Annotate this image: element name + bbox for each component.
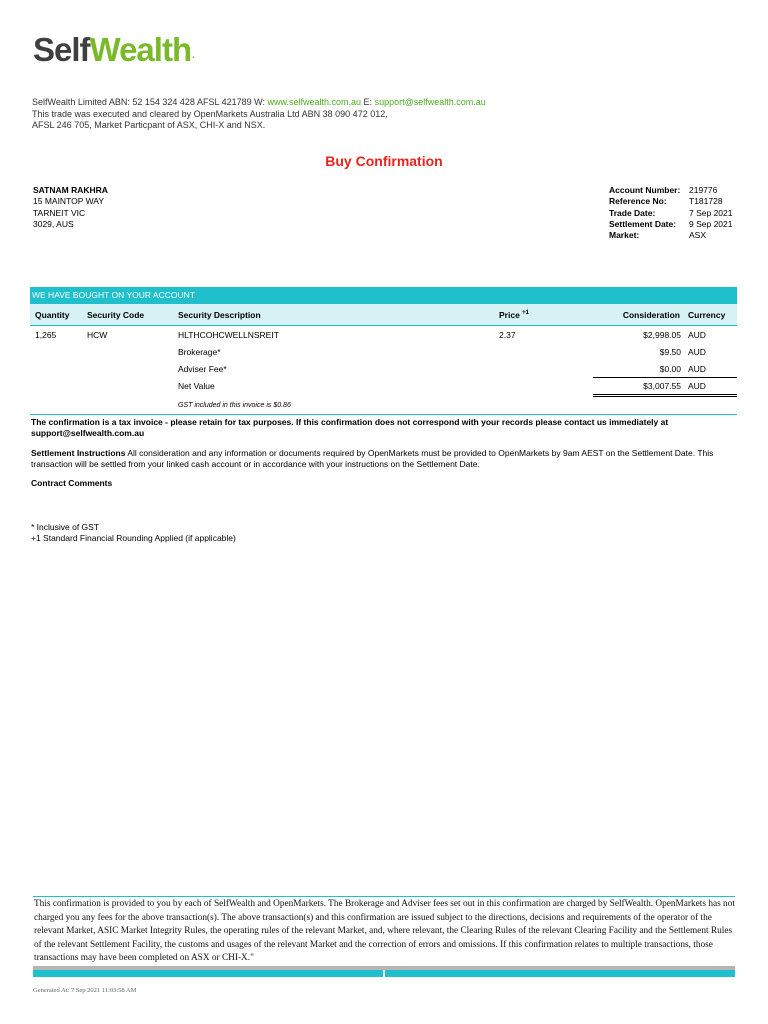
net-value-label: Net Value	[178, 381, 215, 391]
col-currency: Currency	[688, 310, 726, 320]
total-divider-1	[593, 394, 737, 395]
website-link[interactable]: www.selfwealth.com.au	[267, 97, 362, 107]
cell-price: 2.37	[499, 330, 516, 340]
company-line-3: AFSL 246 705, Market Particpant of ASX, CHI-X and NSX.	[32, 120, 266, 130]
col-security-description: Security Description	[178, 310, 261, 320]
client-address	[33, 185, 108, 230]
settlement-text: All consideration and any information or documents required by OpenMarkets must be provided to OpenMarkets by 9am AEST on the Settlement Date. This transaction will be settled from your linked cash account or in accordance with your instructions on the Settlement Date.	[31, 448, 714, 469]
address-line-1: 15 MAINTOP WAY	[33, 196, 105, 207]
fee-currency: AUD	[688, 364, 706, 374]
cell-consideration: $2,998.05	[643, 330, 681, 340]
fee-row-brokerage	[30, 344, 737, 361]
cell-code: HCW	[87, 330, 108, 340]
meta-label: Market:	[609, 230, 640, 241]
company-line-2: This trade was executed and cleared by OpenMarkets Australia Ltd ABN 38 090 472 012,	[32, 108, 388, 119]
meta-value: 219776	[689, 185, 718, 195]
table-header	[30, 304, 737, 326]
meta-row-market	[609, 230, 732, 241]
fee-currency: AUD	[688, 347, 706, 357]
col-price-sup: +1	[522, 310, 530, 317]
disclaimer-top-rule	[33, 896, 735, 897]
fee-row-net-value	[30, 378, 737, 395]
selfwealth-logo	[33, 30, 194, 76]
generated-timestamp: Generated At: 7 Sep 2021 11:03:58 AM	[33, 987, 137, 994]
meta-value: 9 Sep 2021	[689, 218, 733, 229]
meta-row-settlement-date	[609, 219, 732, 230]
email-link[interactable]: support@selfwealth.com.au	[374, 97, 486, 107]
page-title: Buy Confirmation	[325, 153, 443, 169]
settlement-instructions	[31, 448, 736, 470]
trade-details	[609, 185, 732, 241]
net-value-currency: AUD	[688, 381, 706, 391]
meta-row-reference	[609, 196, 732, 207]
meta-value: T181728	[689, 196, 723, 207]
gst-note: GST included in this invoice is $0.86	[178, 402, 291, 409]
footnote-rounding: +1 Standard Financial Rounding Applied (if applicable)	[31, 533, 236, 543]
col-security-code: Security Code	[87, 310, 145, 320]
company-info	[32, 97, 486, 132]
meta-label: Trade Date:	[609, 207, 656, 218]
fee-row-adviser	[30, 361, 737, 378]
meta-label: Settlement Date:	[609, 218, 677, 229]
net-value-amount: $3,007.55	[643, 381, 681, 391]
meta-label: Account Number:	[609, 185, 681, 195]
table-bottom-rule	[30, 414, 737, 415]
fee-label: Adviser Fee*	[178, 364, 227, 374]
cell-currency: AUD	[688, 330, 706, 340]
client-name: SATNAM RAKHRA	[33, 185, 108, 195]
meta-value: 7 Sep 2021	[689, 207, 733, 218]
address-line-3: 3029, AUS	[33, 218, 74, 229]
company-line-1	[32, 97, 486, 109]
total-divider-2	[593, 396, 737, 397]
col-consideration: Consideration	[622, 310, 680, 320]
col-price	[499, 310, 529, 320]
fee-amount: $0.00	[659, 364, 681, 374]
meta-value: ASX	[689, 230, 707, 241]
table-row	[30, 327, 737, 344]
logo-self-text: Self	[33, 31, 90, 68]
meta-row-account	[609, 185, 732, 196]
col-price-label: Price	[499, 310, 520, 320]
footnote-gst: * Inclusive of GST	[31, 522, 100, 532]
meta-label: Reference No:	[609, 196, 667, 207]
address-line-2: TARNEIT VIC	[33, 207, 86, 218]
logo-mark: .	[192, 50, 194, 61]
fee-amount: $9.50	[659, 347, 681, 357]
fee-label: Brokerage*	[178, 347, 221, 357]
col-quantity: Quantity	[35, 310, 70, 320]
settlement-label: Settlement Instructions	[31, 448, 126, 458]
cell-description: HLTHCOHCWELLNSREIT	[178, 330, 279, 340]
table-banner: WE HAVE BOUGHT ON YOUR ACCOUNT	[30, 287, 737, 304]
disclaimer: This confirmation is provided to you by each of SelfWealth and OpenMarkets. The Brokerage and Adviser fees set out in this confirmation are charged by SelfWealth. OpenMarkets has not charged you any fees for the above transaction(s). The above transaction(s) and this confirmation are issued subject to the directions, decisions and requirements of the operator of the relevant Market, ASIC Market Integrity Rules, the operating rules of the relevant Market, and, where relevant, the Clearing Rules of the relevant Clearing Facility and the Settlement Rules of the relevant Settlement Facility, the customs and usages of the relevant Market and the correction of errors and omissions. If this confirmation relates to multiple transactions, those transactions may have been completed on ASX or CHI-X."	[34, 899, 735, 963]
contract-comments-heading: Contract Comments	[31, 478, 113, 488]
meta-row-trade-date	[609, 208, 732, 219]
footer-bar-divider	[383, 970, 385, 977]
logo-wealth-text: Wealth	[89, 31, 192, 68]
cell-quantity: 1,265	[35, 330, 57, 340]
company-abn: SelfWealth Limited ABN: 52 154 324 428 AFSL 421789 W:	[32, 97, 268, 107]
tax-invoice-notice: The confirmation is a tax invoice - please retain for tax purposes. If this confirmation does not correspond with your records please contact us immediately at support@selfwealth.com.au	[31, 417, 669, 438]
footnotes	[31, 522, 236, 544]
email-label: E:	[361, 97, 375, 107]
